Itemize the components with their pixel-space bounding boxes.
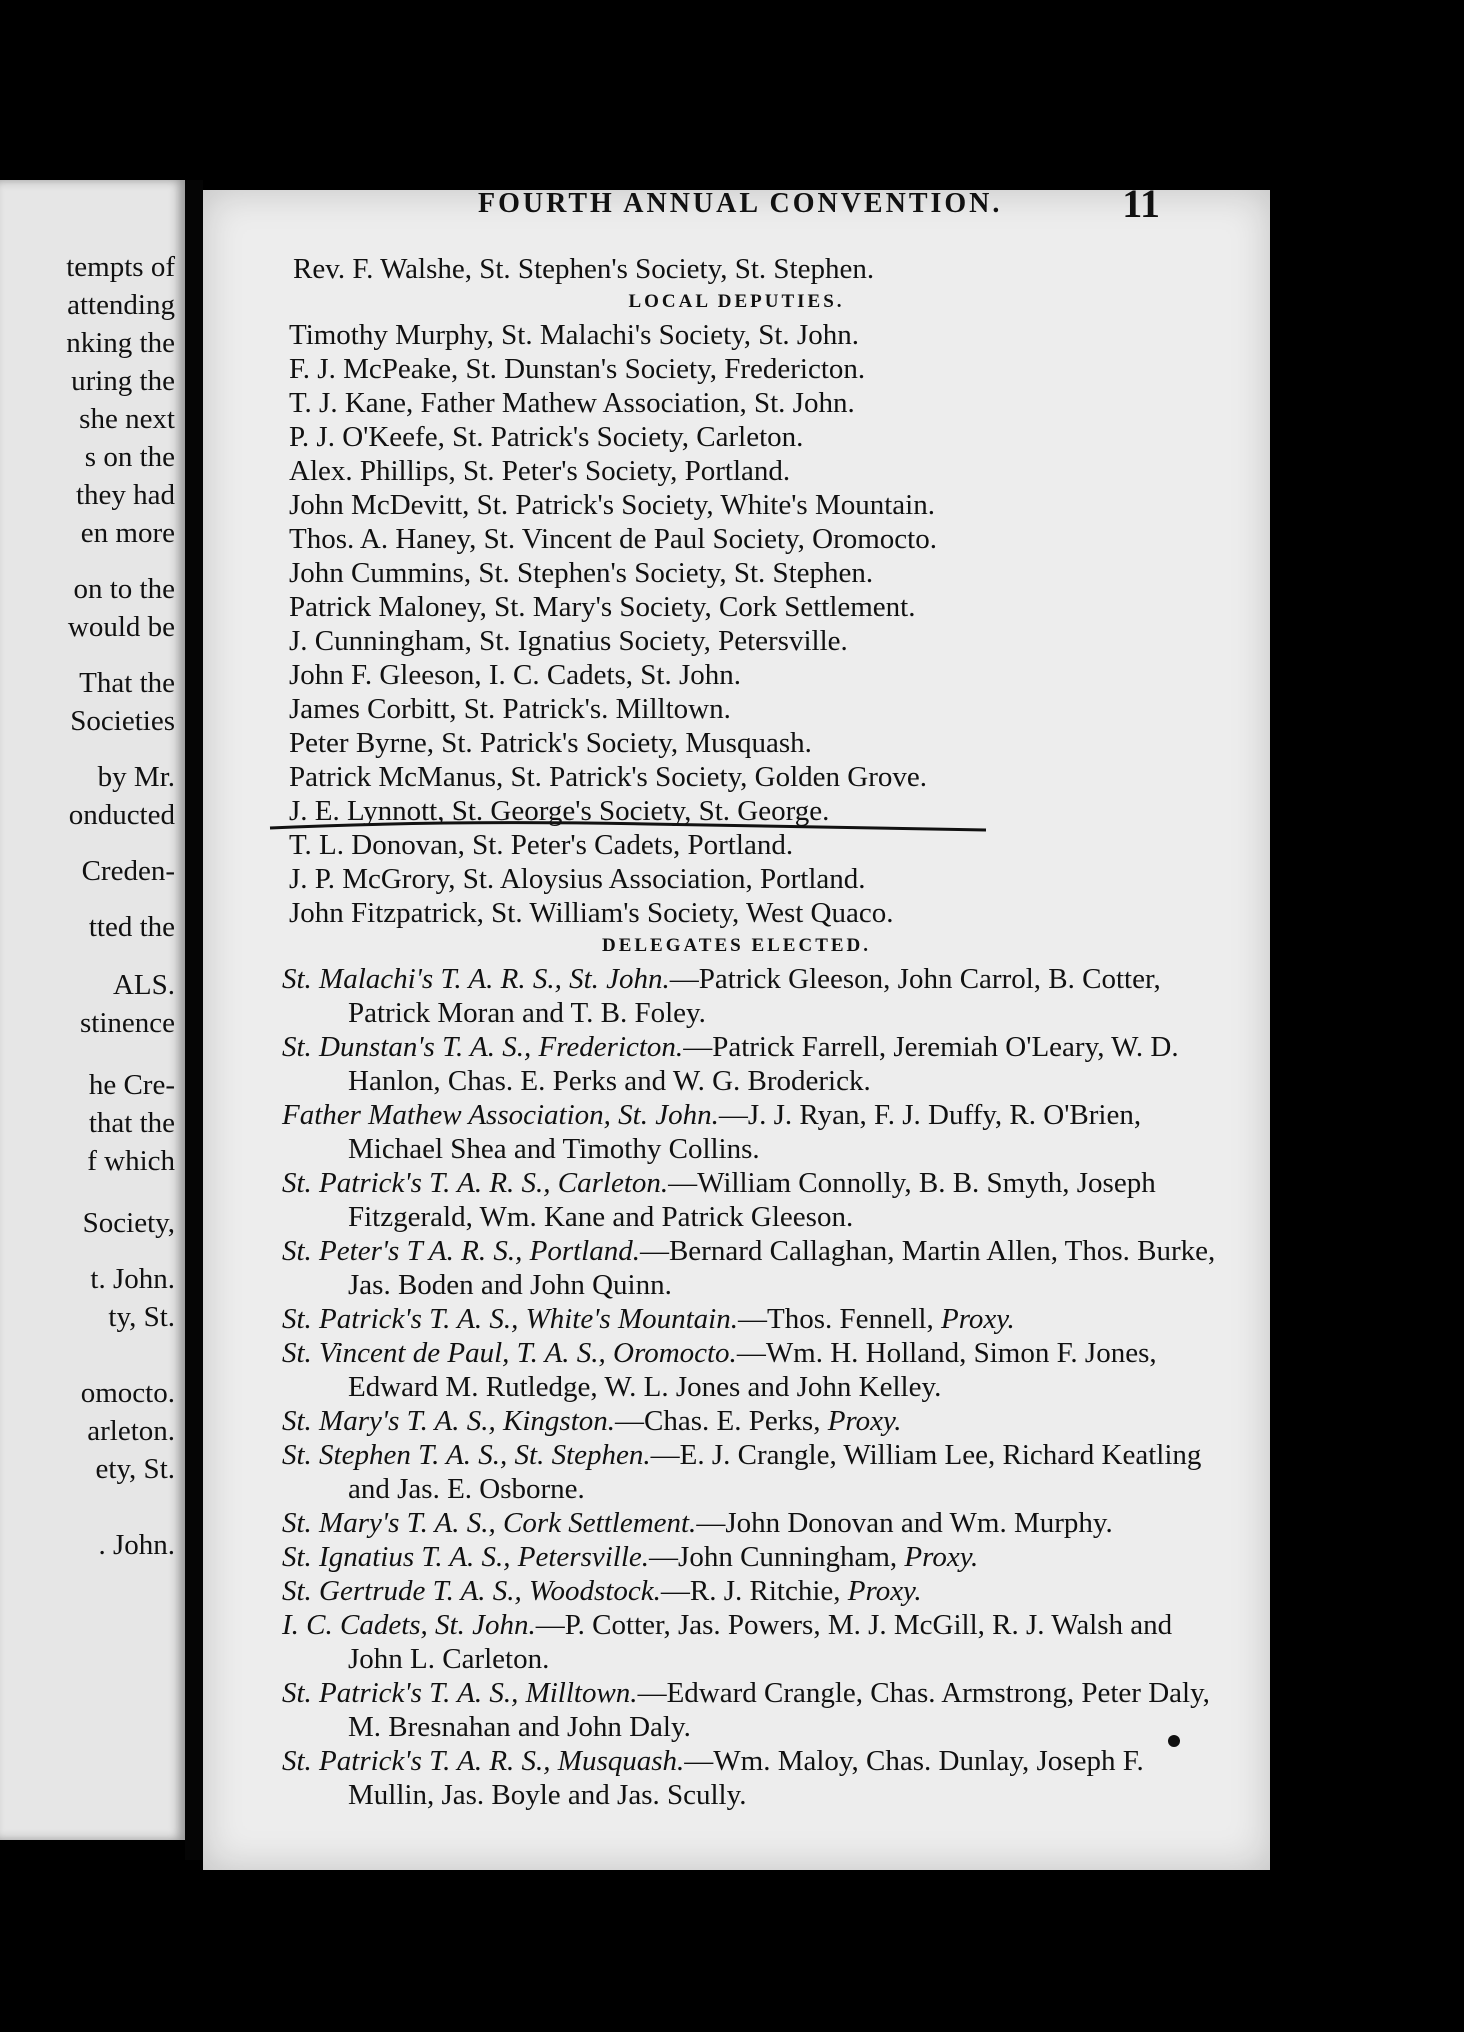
left-page-line: . John. — [98, 1529, 175, 1561]
handwritten-underline-mark — [268, 818, 988, 848]
section-heading-local-deputies: LOCAL DEPUTIES. — [628, 291, 845, 312]
society-name: St. Vincent de Paul, T. A. S., Oromocto. — [282, 1337, 737, 1369]
society-name: St. Patrick's T. A. R. S., Carleton. — [282, 1167, 669, 1199]
deputy-line: P. J. O'Keefe, St. Patrick's Society, Carleton. — [289, 421, 804, 453]
delegate-names: —Bernard Callaghan, Martin Allen, Thos. Burke, Jas. Boden and John Quinn. — [348, 1235, 1216, 1301]
society-name: St. Gertrude T. A. S., Woodstock. — [282, 1575, 661, 1607]
proxy-label: Proxy. — [940, 1303, 1015, 1335]
delegate-names: —John Donovan and Wm. Murphy. — [696, 1507, 1113, 1539]
society-name: St. Patrick's T. A. S., Milltown. — [282, 1677, 638, 1709]
delegate-entry — [276, 1404, 1218, 1438]
left-page-line: ALS. — [112, 969, 175, 1001]
deputy-line: John F. Gleeson, I. C. Cadets, St. John. — [289, 659, 742, 691]
deputy-line: T. J. Kane, Father Mathew Association, St. John. — [289, 387, 855, 419]
left-page-line: Creden- — [81, 855, 175, 887]
left-page-line: on to the — [73, 573, 175, 605]
deputy-line: J. P. McGrory, St. Aloysius Association, Portland. — [289, 863, 866, 895]
society-name: St. Malachi's T. A. R. S., St. John. — [282, 963, 670, 995]
section-heading-delegates: DELEGATES ELECTED. — [601, 935, 872, 956]
delegate-entry — [276, 1234, 1218, 1302]
book-page — [203, 181, 1270, 1870]
deputy-line: J. Cunningham, St. Ignatius Society, Petersville. — [289, 625, 848, 657]
left-page-line: f which — [87, 1145, 175, 1177]
society-name: St. Peter's T A. R. S., Portland. — [282, 1235, 640, 1267]
left-page-line: she next — [79, 403, 175, 435]
society-name: Father Mathew Association, St. John. — [282, 1099, 719, 1131]
delegate-names: —P. Cotter, Jas. Powers, M. J. McGill, R. J. Walsh and John L. Carleton. — [348, 1609, 1173, 1675]
deputy-line: J. E. Lynnott, St. George's Society, St. George. — [289, 795, 830, 827]
delegate-entry — [276, 1030, 1218, 1098]
delegate-entry — [276, 1608, 1218, 1676]
deputy-line: Timothy Murphy, St. Malachi's Society, St. John. — [289, 319, 859, 351]
delegate-names: —Chas. E. Perks, — [615, 1405, 828, 1437]
running-head-title: FOURTH ANNUAL CONVENTION. — [478, 188, 1003, 219]
delegate-names: —Patrick Farrell, Jeremiah O'Leary, W. D. Hanlon, Chas. E. Perks and W. G. Broderick. — [348, 1031, 1179, 1097]
delegate-entry — [276, 1302, 1218, 1336]
page-number: 11 — [1122, 181, 1160, 226]
delegate-entry — [276, 962, 1218, 1030]
left-page-line: ety, St. — [95, 1453, 175, 1485]
deputy-line: Peter Byrne, St. Patrick's Society, Musquash. — [289, 727, 812, 759]
deputy-line: Alex. Phillips, St. Peter's Society, Portland. — [289, 455, 791, 487]
delegate-entry — [276, 1438, 1218, 1506]
page-body — [203, 252, 1270, 1812]
left-page-line: he Cre- — [88, 1069, 175, 1101]
delegate-entry — [276, 1166, 1218, 1234]
left-page-line: tted the — [88, 911, 175, 943]
society-name: St. Patrick's T. A. S., White's Mountain. — [282, 1303, 738, 1335]
society-name: St. Patrick's T. A. R. S., Musquash. — [282, 1745, 685, 1777]
left-page-line: That the — [79, 667, 175, 699]
society-name: St. Dunstan's T. A. S., Fredericton. — [282, 1031, 684, 1063]
delegate-entry — [276, 1506, 1218, 1540]
delegate-names: —J. J. Ryan, F. J. Duffy, R. O'Brien, Michael Shea and Timothy Collins. — [348, 1099, 1142, 1165]
delegate-entry — [276, 1676, 1218, 1744]
society-name: St. Mary's T. A. S., Kingston. — [282, 1405, 616, 1437]
deputy-line: John Fitzpatrick, St. William's Society, West Quaco. — [289, 897, 894, 929]
left-page-line: would be — [67, 611, 175, 643]
left-page-line: that the — [88, 1107, 175, 1139]
society-name: St. Ignatius T. A. S., Petersville. — [282, 1541, 650, 1573]
delegate-entry — [276, 1744, 1218, 1812]
society-name: St. Stephen T. A. S., St. Stephen. — [282, 1439, 651, 1471]
book-gutter — [185, 180, 203, 1860]
proxy-label: Proxy. — [847, 1575, 922, 1607]
deputy-line: Thos. A. Haney, St. Vincent de Paul Society, Oromocto. — [289, 523, 937, 555]
society-name: I. C. Cadets, St. John. — [282, 1609, 536, 1641]
left-page-line: attending — [67, 289, 175, 321]
delegates-list — [203, 962, 1270, 1812]
delegate-names: —John Cunningham, — [649, 1541, 905, 1573]
delegate-names: —Wm. H. Holland, Simon F. Jones, Edward M. Rutledge, W. L. Jones and John Kelley. — [348, 1337, 1157, 1403]
left-page-line: arleton. — [87, 1415, 175, 1447]
delegate-entry — [276, 1098, 1218, 1166]
delegate-names: —E. J. Crangle, William Lee, Richard Keatling and Jas. E. Osborne. — [348, 1439, 1202, 1505]
left-page-line: ty, St. — [108, 1301, 175, 1333]
deputy-line: Patrick McManus, St. Patrick's Society, Golden Grove. — [289, 761, 928, 793]
delegate-entry — [276, 1574, 1218, 1608]
previous-page-fragment — [0, 180, 185, 1840]
opening-line: Rev. F. Walshe, St. Stephen's Society, St. Stephen. — [293, 253, 875, 285]
running-head — [203, 181, 1270, 230]
left-page-line: they had — [75, 479, 175, 511]
deputy-line: John McDevitt, St. Patrick's Society, White's Mountain. — [289, 489, 935, 521]
left-page-line: onducted — [68, 799, 175, 831]
deputy-line: James Corbitt, St. Patrick's. Milltown. — [289, 693, 731, 725]
left-page-line: omocto. — [80, 1377, 175, 1409]
left-page-line: by Mr. — [97, 761, 175, 793]
delegate-names: —R. J. Ritchie, — [660, 1575, 848, 1607]
proxy-label: Proxy. — [827, 1405, 902, 1437]
left-page-line: uring the — [71, 365, 175, 397]
delegate-names: —William Connolly, B. B. Smyth, Joseph Fitzgerald, Wm. Kane and Patrick Gleeson. — [348, 1167, 1156, 1233]
delegate-names: —Edward Crangle, Chas. Armstrong, Peter Daly, M. Bresnahan and John Daly. — [348, 1677, 1210, 1743]
ink-spot — [1168, 1735, 1180, 1747]
deputy-line: F. J. McPeake, St. Dunstan's Society, Fredericton. — [289, 353, 866, 385]
society-name: St. Mary's T. A. S., Cork Settlement. — [282, 1507, 697, 1539]
left-page-line: t. John. — [90, 1263, 175, 1295]
delegate-entry — [276, 1336, 1218, 1404]
delegate-names: —Patrick Gleeson, John Carrol, B. Cotter, Patrick Moran and T. B. Foley. — [348, 963, 1161, 1029]
left-page-line: Society, — [82, 1207, 175, 1239]
deputy-line: Patrick Maloney, St. Mary's Society, Cork Settlement. — [289, 591, 916, 623]
proxy-label: Proxy. — [904, 1541, 979, 1573]
delegate-names: —Thos. Fennell, — [737, 1303, 941, 1335]
left-page-line: s on the — [84, 441, 175, 473]
left-page-line: stinence — [79, 1007, 175, 1039]
left-page-line: nking the — [66, 327, 175, 359]
left-page-line: tempts of — [66, 251, 175, 283]
delegate-names: —Wm. Maloy, Chas. Dunlay, Joseph F. Mullin, Jas. Boyle and Jas. Scully. — [348, 1745, 1144, 1811]
left-page-line: en more — [80, 517, 175, 549]
deputy-line: T. L. Donovan, St. Peter's Cadets, Portland. — [289, 829, 794, 861]
deputy-line: John Cummins, St. Stephen's Society, St. Stephen. — [289, 557, 874, 589]
delegate-entry — [276, 1540, 1218, 1574]
left-page-line: Societies — [70, 705, 175, 737]
